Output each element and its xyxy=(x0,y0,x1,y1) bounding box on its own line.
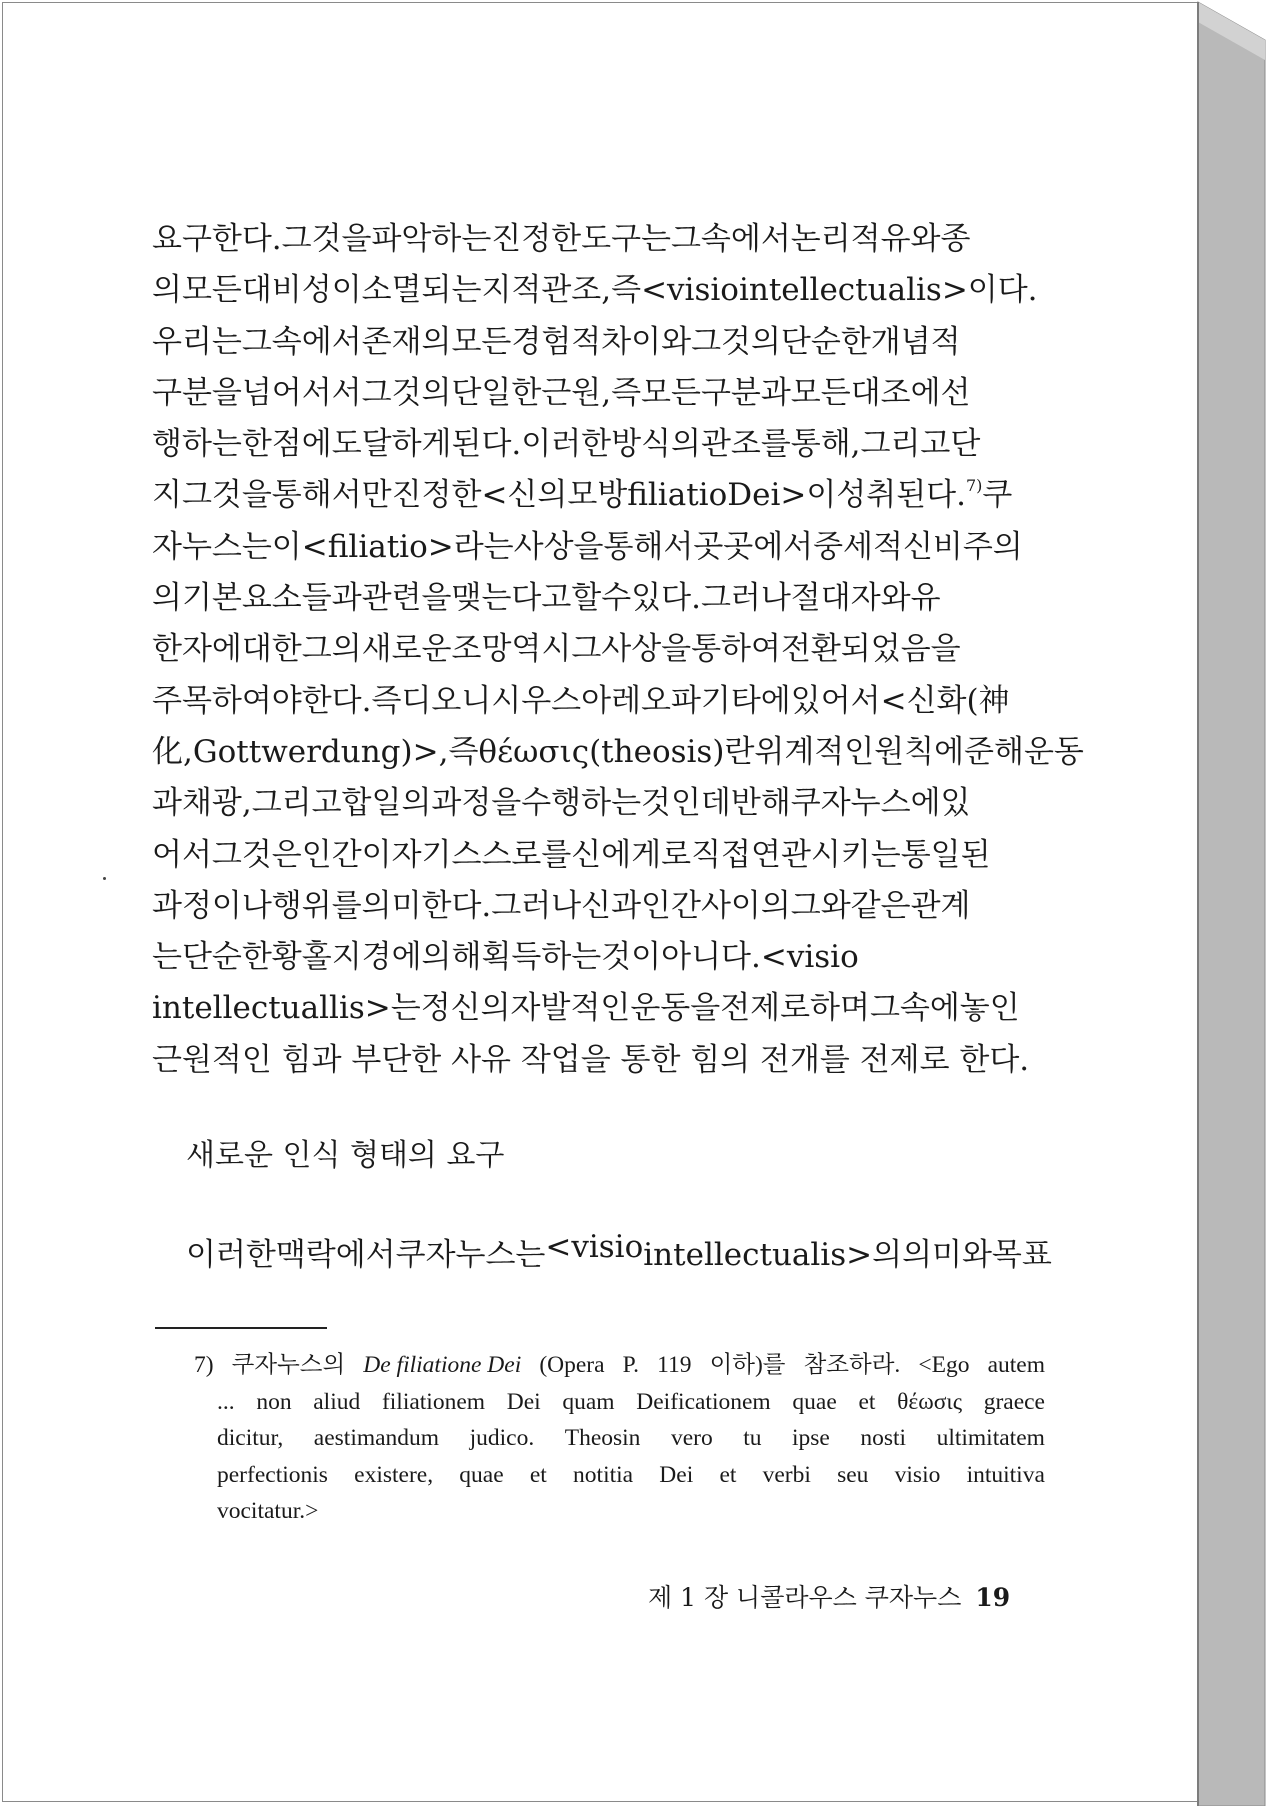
word: 경험적 xyxy=(511,323,602,360)
word: 맥락에서 xyxy=(275,1237,396,1273)
word: 새로운 xyxy=(361,631,452,668)
word: 방식의 xyxy=(611,426,701,463)
word: 과정을 xyxy=(431,785,522,822)
word: 요구한다. xyxy=(152,221,282,257)
word: 우리는 xyxy=(152,323,242,360)
word: 그러나 xyxy=(700,580,791,617)
word: 의 xyxy=(152,272,182,309)
word: 획득하는 xyxy=(481,939,602,976)
word: 논리적 xyxy=(790,221,881,257)
word: Dei xyxy=(506,1388,541,1415)
word: 소멸되는 xyxy=(361,272,482,309)
word: <filiatio>라는 xyxy=(301,528,514,565)
word: 도구는 xyxy=(581,221,671,257)
word: 점에 xyxy=(271,426,332,463)
word: 진정한 xyxy=(391,477,482,514)
word: 쿠자누스는 xyxy=(395,1237,546,1273)
word: 그것의 xyxy=(361,374,452,411)
footnote-line-4 xyxy=(194,1457,1045,1494)
word: 그러나 xyxy=(491,887,582,924)
word: 이러한 xyxy=(521,426,612,463)
word: <visio xyxy=(545,1229,644,1265)
word: 모든 xyxy=(641,374,701,411)
word: 즉 xyxy=(448,733,479,770)
word: 조망 xyxy=(451,631,512,668)
word: 있어서 xyxy=(790,682,881,719)
word: 개념적 xyxy=(870,323,961,360)
word: 단일한 xyxy=(451,374,542,411)
word: filiatio xyxy=(627,477,728,514)
word: <Ego xyxy=(918,1352,970,1378)
footnote-rule xyxy=(155,1327,327,1329)
word: 의미와 xyxy=(902,1237,992,1273)
word: 과정이나 xyxy=(152,887,272,924)
word: (Opera xyxy=(539,1352,605,1378)
text-line xyxy=(152,265,1042,316)
word: ipse xyxy=(791,1425,830,1451)
word: Dei xyxy=(659,1461,694,1488)
text-line xyxy=(152,676,1042,727)
word: 의미한다. xyxy=(361,887,492,924)
word: 통하여 xyxy=(691,631,781,668)
word: 모든 xyxy=(790,374,851,411)
word: notitia xyxy=(573,1461,634,1488)
word: 그 xyxy=(869,990,900,1027)
word: non xyxy=(256,1388,292,1415)
word: 이하)를 xyxy=(709,1352,786,1378)
word: 그와 xyxy=(790,887,851,924)
word: Gottwerdung)>, xyxy=(192,733,449,770)
body-paragraph-1 xyxy=(152,214,1084,1086)
word: P. xyxy=(622,1352,639,1378)
footnote-number: 7) xyxy=(194,1352,214,1378)
word: 디오니시우스 xyxy=(401,682,582,719)
word: 사상을 xyxy=(513,528,604,565)
text-line xyxy=(152,522,1042,573)
footnote-line-5: vocitatur.> xyxy=(217,1498,319,1524)
text-line xyxy=(152,881,1042,932)
word: 채광, xyxy=(181,785,252,822)
word: 한다. xyxy=(301,682,372,719)
word: 아니다. xyxy=(661,939,761,976)
word: 어서 xyxy=(152,836,212,873)
word: 통해, xyxy=(790,426,861,463)
word: 한자에 xyxy=(152,631,242,668)
word: 의해 xyxy=(421,939,482,976)
word: 역시 xyxy=(511,631,572,668)
text-line xyxy=(152,932,1042,983)
word: 모든 xyxy=(181,272,242,309)
text-line xyxy=(152,573,1042,624)
word: ... xyxy=(217,1388,235,1415)
footnote-title: De filiatione Dei xyxy=(363,1352,522,1378)
word: 그리고 xyxy=(860,426,951,463)
section-heading: 새로운 인식 형태의 요구 xyxy=(186,1138,505,1173)
word: 도달하게 xyxy=(331,426,452,463)
word: 전제로 xyxy=(720,990,811,1027)
word: 통일된 xyxy=(900,836,991,873)
word: 의 xyxy=(152,580,182,617)
word: 차이와 xyxy=(601,323,692,360)
word: 모든 xyxy=(451,323,512,360)
word: 이 xyxy=(271,528,302,565)
word: 관련을 xyxy=(361,580,452,617)
word: 는 xyxy=(152,939,182,976)
word: et xyxy=(719,1461,737,1488)
word: 단순한 xyxy=(780,323,871,360)
word: 그 xyxy=(670,221,701,257)
margin-mark xyxy=(103,877,106,880)
text-line xyxy=(152,727,1084,778)
word: 쿠자누스에 xyxy=(790,785,941,822)
word: 것인데 xyxy=(641,785,731,822)
word: 그 xyxy=(241,323,272,360)
word: 그리고 xyxy=(251,785,342,822)
word: 사이의 xyxy=(700,887,791,924)
word: 주목하여야 xyxy=(152,682,302,719)
word: 대조에 xyxy=(850,374,941,411)
word: quam xyxy=(562,1388,615,1415)
word: 수 xyxy=(601,580,632,617)
word: 단 xyxy=(950,426,981,463)
word: intuitiva xyxy=(966,1461,1045,1488)
text-line xyxy=(152,778,1042,829)
word: 할 xyxy=(571,580,602,617)
word: 수행하는 xyxy=(521,785,642,822)
text-line xyxy=(152,317,1042,368)
text-line xyxy=(152,368,1042,419)
word: 맺는다고 xyxy=(451,580,572,617)
footnote-reference: 7) xyxy=(965,476,983,496)
text-line xyxy=(152,830,1042,881)
word: filiationem xyxy=(381,1388,486,1415)
word: Theosin xyxy=(564,1425,641,1451)
word: Dei>이 xyxy=(727,477,837,514)
word: 놓인 xyxy=(959,990,1020,1027)
word: 즉 xyxy=(611,272,642,309)
word: 한 xyxy=(241,426,272,463)
word: 인간이 xyxy=(301,836,392,873)
footnote-line-3 xyxy=(194,1420,1045,1457)
word: 대비성이 xyxy=(241,272,362,309)
text-line xyxy=(152,214,1042,265)
word: 목표 xyxy=(991,1237,1052,1273)
word: 근원, xyxy=(541,374,612,411)
word: 인간 xyxy=(641,887,701,924)
word: 속에 xyxy=(899,990,960,1027)
word: 직접 xyxy=(691,836,751,873)
word: 황홀지경에 xyxy=(271,939,422,976)
word: 전환되었음을 xyxy=(780,631,961,668)
word: 있다. xyxy=(631,580,701,617)
word: 그의 xyxy=(301,631,362,668)
word: 파악하는 xyxy=(371,221,492,257)
word: 유 xyxy=(910,580,941,617)
word: intellectualis>의 xyxy=(643,1237,903,1273)
word: judico. xyxy=(469,1425,535,1451)
word: 관계 xyxy=(910,887,971,924)
word: quae xyxy=(792,1388,837,1415)
word: ultimitatem xyxy=(936,1425,1045,1451)
word: 그것의 xyxy=(691,323,781,360)
word: intellectualis>이다. xyxy=(738,272,1038,309)
word: 정신의 xyxy=(420,990,511,1027)
word: 사상을 xyxy=(601,631,692,668)
word: 준해 xyxy=(964,733,1024,770)
word: 넘어서서 xyxy=(241,374,362,411)
chapter-title: 제 1 장 니콜라우스 쿠자누스 xyxy=(648,1583,962,1612)
word: θέωσις xyxy=(897,1388,962,1415)
word: 자기 xyxy=(391,836,452,873)
word: 존재의 xyxy=(361,323,452,360)
word: 유와 xyxy=(880,221,941,257)
word: 행하는 xyxy=(152,426,242,463)
word: aliud xyxy=(313,1388,361,1415)
text-line xyxy=(152,470,1042,521)
word: 하며 xyxy=(810,990,870,1027)
word: verbi xyxy=(762,1461,811,1488)
text-line-last: 근원적인 힘과 부단한 사유 작업을 통한 힘의 전개를 전제로 한다. xyxy=(152,1041,1030,1078)
word: 선 xyxy=(940,374,971,411)
word: 요소들과 xyxy=(241,580,362,617)
word: 것이 xyxy=(601,939,662,976)
text-line xyxy=(152,624,1042,675)
word: quae xyxy=(459,1461,504,1488)
word: 신과 xyxy=(581,887,642,924)
word: dicitur, xyxy=(217,1425,284,1451)
word: seu xyxy=(837,1461,869,1488)
word: 신에게로 xyxy=(571,836,692,873)
word: graece xyxy=(983,1388,1045,1415)
word: 반해 xyxy=(730,785,791,822)
word: aestimandum xyxy=(313,1425,440,1451)
word: 된다. xyxy=(451,426,522,463)
word: 스스로를 xyxy=(451,836,572,873)
word: existere, xyxy=(354,1461,434,1488)
word: 그것을 xyxy=(281,221,372,257)
word: 통해서 xyxy=(603,528,694,565)
word: 지적 xyxy=(481,272,542,309)
word: 과 xyxy=(152,785,182,822)
word: 관조를 xyxy=(700,426,791,463)
word: 참조하라. xyxy=(803,1352,901,1378)
word: 운동 xyxy=(1023,733,1084,770)
word: <visio xyxy=(760,939,859,976)
word: 그 xyxy=(571,631,602,668)
word: 합일의 xyxy=(341,785,432,822)
footnote-line-1 xyxy=(194,1347,1045,1384)
word: vero xyxy=(670,1425,713,1451)
word: perfectionis xyxy=(217,1461,328,1488)
footnote-author: 쿠자누스의 xyxy=(231,1352,346,1378)
word: 구분을 xyxy=(152,374,242,411)
word: 행위를 xyxy=(271,887,362,924)
word: 통해서만 xyxy=(271,477,392,514)
word: 119 xyxy=(657,1352,692,1378)
word: 구분과 xyxy=(700,374,791,411)
body-paragraph-2 xyxy=(186,1229,1052,1274)
text-line xyxy=(152,419,1042,470)
word: 즉 xyxy=(611,374,642,411)
word: 자발적인 xyxy=(510,990,631,1027)
word: 모방 xyxy=(567,477,628,514)
word: 기본 xyxy=(181,580,242,617)
word: autem xyxy=(987,1352,1045,1378)
word: 아레오파기타에 xyxy=(581,682,791,719)
word: 위계적인 xyxy=(754,733,875,770)
page-number: 19 xyxy=(975,1583,1011,1612)
word: 성취된다.$^{7)}$ xyxy=(836,476,983,514)
word: visio xyxy=(894,1461,941,1488)
word: 쿠 xyxy=(982,477,1013,514)
word: 절대자와 xyxy=(790,580,911,617)
word: 관조, xyxy=(541,272,612,309)
word: 진정한 xyxy=(491,221,582,257)
word: tu xyxy=(743,1425,762,1451)
word: 있 xyxy=(940,785,971,822)
word: <신의 xyxy=(481,477,568,514)
word: 이러한 xyxy=(186,1237,276,1273)
word: 속에서 xyxy=(271,323,362,360)
word: 단순한 xyxy=(181,939,272,976)
word: intellectuallis>는 xyxy=(152,990,421,1027)
footnote-7 xyxy=(194,1347,1045,1530)
word: 속에서 xyxy=(700,221,791,257)
text-line xyxy=(152,983,1042,1034)
running-footer xyxy=(648,1578,1048,1614)
word: θέωσις(theosis)란 xyxy=(478,733,755,770)
word: 원칙에 xyxy=(874,733,965,770)
word: 대한 xyxy=(241,631,302,668)
word: 化, xyxy=(152,733,193,770)
word: <visio xyxy=(641,272,739,309)
footnote-line-2 xyxy=(194,1384,1045,1421)
word: 중세적 xyxy=(813,528,903,565)
word: et xyxy=(858,1388,876,1415)
word: 지 xyxy=(152,477,182,514)
word: 같은 xyxy=(850,887,911,924)
word: et xyxy=(529,1461,547,1488)
word: 자누스는 xyxy=(152,528,272,565)
word: 그것은 xyxy=(211,836,302,873)
word: 곳곳에서 xyxy=(693,528,814,565)
word: 즉 xyxy=(371,682,402,719)
word: 신비주의 xyxy=(902,528,1023,565)
word: nosti xyxy=(860,1425,907,1451)
word: 연관시키는 xyxy=(751,836,901,873)
word: 그것을 xyxy=(181,477,272,514)
word: <신화(神 xyxy=(880,682,1010,719)
word: 종 xyxy=(940,221,971,257)
word: Deificationem xyxy=(636,1388,771,1415)
word: 운동을 xyxy=(630,990,721,1027)
